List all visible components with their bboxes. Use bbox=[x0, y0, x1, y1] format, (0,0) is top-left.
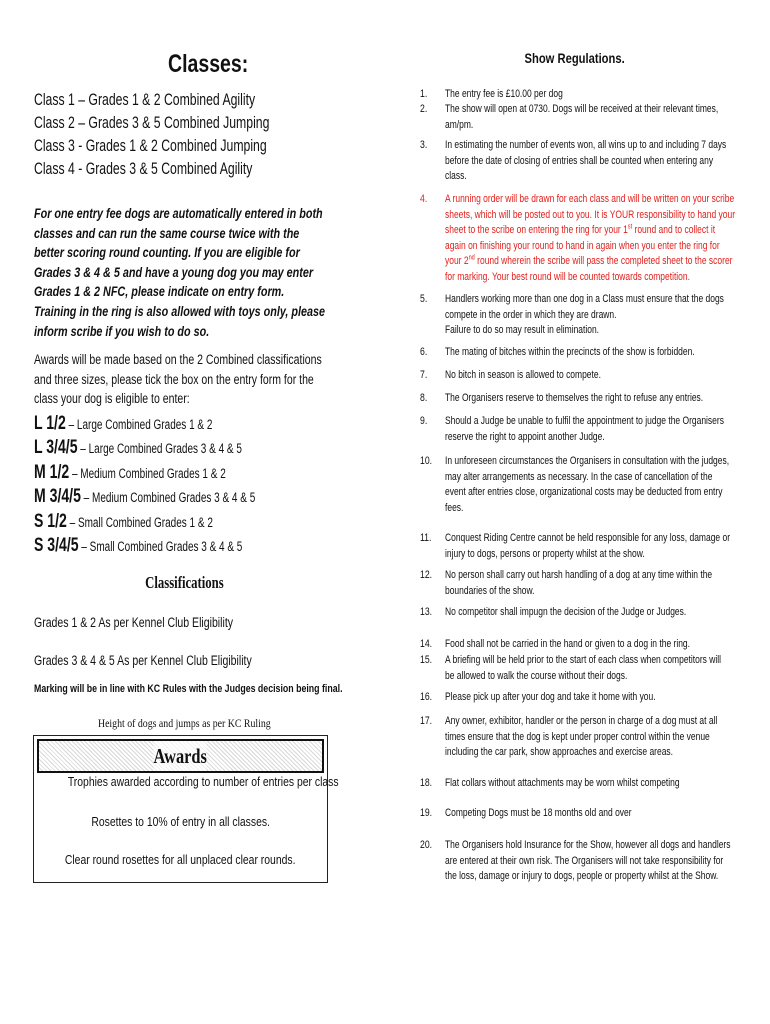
size-code: M 3/4/5 bbox=[34, 486, 81, 508]
size-list bbox=[34, 412, 333, 558]
size-item bbox=[34, 485, 333, 509]
size-code: L 1/2 bbox=[34, 413, 66, 434]
regulation-number: 14. bbox=[420, 638, 433, 650]
eligibility-grades-1-2: Grades 1 & 2 As per Kennel Club Eligibility bbox=[34, 615, 234, 630]
size-desc: – Small Combined Grades 3 & 4 & 5 bbox=[78, 538, 243, 554]
regulation-number: 18. bbox=[420, 777, 433, 789]
regulation-item bbox=[420, 391, 730, 407]
regulation-line: The show will open at 0730. Dogs will be received at their relevant times, bbox=[445, 103, 719, 115]
regulation-line: times ensure that the dog is kept under proper control within the venue bbox=[445, 730, 710, 743]
classifications-title: Classifications bbox=[144, 573, 224, 592]
size-code: L 3/4/5 bbox=[34, 437, 78, 459]
size-code: S 1/2 bbox=[34, 510, 67, 532]
regulation-item bbox=[420, 605, 730, 621]
regulation-item bbox=[420, 637, 730, 653]
regulation-item bbox=[420, 192, 736, 285]
entry-note-line: Training in the ring is also allowed with toys only, please bbox=[34, 303, 326, 319]
regulation-number: 2. bbox=[420, 103, 428, 115]
height-note: Height of dogs and jumps as per KC Ruling bbox=[97, 716, 271, 730]
regulation-line: Competing Dogs must be 18 months old and over bbox=[445, 807, 632, 819]
regulation-item bbox=[420, 138, 730, 185]
regulation-line: fees. bbox=[445, 501, 464, 514]
regulation-number: 4. bbox=[420, 193, 428, 205]
regulation-number: 8. bbox=[420, 392, 428, 404]
regulation-text bbox=[445, 368, 730, 384]
regulation-number: 1. bbox=[420, 88, 428, 100]
regulation-line: again on finishing your round to hand in again when you enter the ring for bbox=[445, 239, 720, 252]
size-desc: – Small Combined Grades 1 & 2 bbox=[66, 514, 213, 530]
marking-note: Marking will be in line with KC Rules with the Judges decision being final. bbox=[34, 683, 343, 695]
regulation-text bbox=[445, 391, 730, 407]
regulation-line: including the car park, show approaches and exercise areas. bbox=[445, 746, 674, 758]
regulation-number: 16. bbox=[420, 691, 433, 703]
awards-intro-line: class your dog is eligible to enter: bbox=[34, 391, 190, 406]
size-code: M 1/2 bbox=[34, 461, 70, 483]
regulation-line: No person shall carry out harsh handling of a dog at any time within the bbox=[445, 569, 713, 581]
awards-intro bbox=[34, 350, 403, 409]
regulation-line: boundaries of the show. bbox=[445, 584, 535, 597]
regulation-line: reserve the right to appoint another Judge. bbox=[445, 430, 605, 443]
regulation-line: The entry fee is £10.00 per dog bbox=[445, 88, 563, 100]
regulation-text bbox=[445, 531, 730, 562]
regulation-number: 7. bbox=[420, 369, 428, 381]
regulation-text bbox=[445, 714, 730, 761]
entry-note-line: Grades 3 & 4 & 5 and have a young dog you may enter bbox=[34, 264, 314, 280]
regulation-text bbox=[445, 690, 730, 706]
regulation-line: Food shall not be carried in the hand or given to a dog in the ring. bbox=[445, 638, 690, 650]
size-desc: – Medium Combined Grades 3 & 4 & 5 bbox=[80, 490, 256, 506]
regulations-title: Show Regulations. bbox=[524, 50, 626, 66]
size-item bbox=[34, 534, 333, 558]
regulation-line: A running order will be drawn for each class and will be written on your scribe bbox=[445, 193, 735, 205]
regulation-line: In unforeseen circumstances the Organisers in consultation with the judges, bbox=[445, 455, 730, 467]
regulation-text bbox=[445, 345, 730, 361]
awards-title: Awards bbox=[37, 739, 324, 773]
regulation-line: before the date of closing of entries shall be counted when entering any bbox=[445, 154, 714, 167]
regulation-number: 3. bbox=[420, 139, 428, 151]
regulation-item bbox=[420, 838, 730, 885]
regulation-number: 6. bbox=[420, 346, 428, 358]
regulation-line: class. bbox=[445, 170, 467, 182]
regulation-text bbox=[445, 806, 730, 822]
regulation-item bbox=[420, 714, 730, 761]
entry-note-line: inform scribe if you wish to do so. bbox=[34, 323, 210, 339]
regulation-line: No bitch in season is allowed to compete. bbox=[445, 369, 601, 381]
regulation-line: Failure to do so may result in elimination. bbox=[445, 324, 600, 336]
award-line: Clear round rosettes for all unplaced clear rounds. bbox=[65, 852, 296, 867]
regulation-line: In estimating the number of events won, all wins up to and including 7 days bbox=[445, 139, 727, 151]
class-item: Class 2 – Grades 3 & 5 Combined Jumping bbox=[34, 113, 270, 132]
regulation-text bbox=[445, 414, 730, 445]
size-item bbox=[34, 461, 333, 485]
regulation-text bbox=[445, 138, 730, 185]
regulation-number: 13. bbox=[420, 606, 433, 618]
regulation-number: 20. bbox=[420, 839, 433, 851]
regulation-number: 19. bbox=[420, 807, 433, 819]
class-item: Class 4 - Grades 3 & 5 Combined Agility bbox=[34, 159, 253, 178]
regulation-line: your 2nd round wherein the scribe will pass the completed sheet to the scorer bbox=[445, 254, 733, 267]
regulation-line: A briefing will be held prior to the start of each class when competitors will bbox=[445, 654, 722, 666]
regulation-line: sheets, which will be posted out to you. It is YOUR responsibility to hand your bbox=[445, 208, 736, 221]
regulation-line: Handlers working more than one dog in a Class must ensure that the dogs bbox=[445, 293, 724, 305]
regulation-item bbox=[420, 292, 730, 339]
regulation-number: 5. bbox=[420, 293, 428, 305]
regulation-line: may alter arrangements as necessary. In the case of cancellation of the bbox=[445, 470, 713, 483]
regulation-line: The Organisers reserve to themselves the right to refuse any entries. bbox=[445, 392, 704, 404]
regulation-number: 15. bbox=[420, 654, 433, 666]
regulation-text bbox=[445, 776, 730, 792]
size-code: S 3/4/5 bbox=[34, 534, 79, 556]
regulation-item bbox=[420, 414, 730, 445]
award-line: Rosettes to 10% of entry in all classes. bbox=[91, 814, 270, 829]
size-desc: – Large Combined Grades 3 & 4 & 5 bbox=[77, 441, 242, 457]
award-line: Trophies awarded according to number of entries per class bbox=[67, 774, 339, 789]
regulation-item bbox=[420, 454, 730, 516]
size-item bbox=[34, 412, 333, 436]
regulation-text bbox=[445, 102, 730, 133]
regulation-line: sheet to the scribe on entering the ring for your 1st round and to collect it bbox=[445, 223, 716, 236]
class-item: Class 1 – Grades 1 & 2 Combined Agility bbox=[34, 90, 256, 109]
awards-intro-line: and three sizes, please tick the box on the entry form for the bbox=[34, 371, 314, 387]
entry-note-line: Grades 1 & 2 NFC, please indicate on entry form. bbox=[34, 284, 285, 300]
regulation-item bbox=[420, 102, 730, 133]
regulation-line: be allowed to walk the course without their dogs. bbox=[445, 669, 628, 682]
regulation-text bbox=[445, 192, 736, 285]
regulation-line: event after entries close, organizational costs may be deducted from entry bbox=[445, 486, 723, 498]
classes-title: Classes: bbox=[167, 50, 248, 78]
regulation-line: The mating of bitches within the precincts of the show is forbidden. bbox=[445, 346, 695, 358]
awards-box bbox=[33, 735, 339, 883]
regulation-number: 12. bbox=[420, 569, 433, 581]
size-item bbox=[34, 436, 333, 460]
regulation-text bbox=[445, 605, 730, 621]
regulation-item bbox=[420, 531, 730, 562]
regulation-text bbox=[445, 838, 730, 885]
regulation-number: 17. bbox=[420, 715, 433, 727]
regulation-line: are entered at their own risk. The Organisers will not take responsibility for bbox=[445, 854, 724, 867]
entry-note-line: For one entry fee dogs are automatically entered in both bbox=[34, 206, 323, 221]
regulation-item bbox=[420, 368, 730, 384]
size-desc: – Medium Combined Grades 1 & 2 bbox=[69, 465, 226, 481]
class-item: Class 3 - Grades 1 & 2 Combined Jumping bbox=[34, 136, 267, 155]
entry-note-line: better scoring round counting. If you are eligible for bbox=[34, 245, 300, 261]
regulation-number: 10. bbox=[420, 455, 433, 467]
size-item bbox=[34, 510, 333, 534]
regulation-item bbox=[420, 568, 730, 599]
entry-note-line: classes and can run the same course twice with the bbox=[34, 225, 300, 241]
regulation-line: for marking. Your best round will be counted towards competition. bbox=[445, 270, 690, 283]
regulation-text bbox=[445, 653, 730, 684]
regulation-item bbox=[420, 87, 730, 103]
regulation-line: No competitor shall impugn the decision of the Judge or Judges. bbox=[445, 606, 687, 618]
regulation-line: am/pm. bbox=[445, 118, 474, 131]
regulation-text bbox=[445, 292, 730, 339]
regulation-number: 11. bbox=[420, 532, 432, 544]
regulation-text bbox=[445, 454, 730, 516]
regulation-line: Should a Judge be unable to fulfil the appointment to judge the Organisers bbox=[445, 415, 724, 427]
eligibility-grades-3-4-5: Grades 3 & 4 & 5 As per Kennel Club Eligibility bbox=[34, 653, 252, 668]
regulation-item bbox=[420, 690, 730, 706]
regulation-line: the loss, damage or injury to dogs, people or property whilst at the Show. bbox=[445, 870, 719, 882]
regulation-line: Any owner, exhibitor, handler or the person in charge of a dog must at all bbox=[445, 715, 718, 727]
regulation-text bbox=[445, 568, 730, 599]
regulation-item bbox=[420, 653, 730, 684]
regulation-number: 9. bbox=[420, 415, 428, 427]
regulation-line: Conquest Riding Centre cannot be held responsible for any loss, damage or bbox=[445, 532, 731, 544]
regulation-line: Please pick up after your dog and take it home with you. bbox=[445, 691, 656, 703]
regulation-item bbox=[420, 345, 730, 361]
regulation-line: The Organisers hold Insurance for the Show, however all dogs and handlers bbox=[445, 839, 731, 851]
regulation-item bbox=[420, 806, 730, 822]
entry-note bbox=[34, 204, 398, 341]
regulation-text bbox=[445, 87, 730, 103]
size-desc: – Large Combined Grades 1 & 2 bbox=[65, 417, 213, 432]
regulation-line: compete in the order in which they are drawn. bbox=[445, 308, 617, 321]
regulation-line: Flat collars without attachments may be worn whilst competing bbox=[445, 777, 680, 789]
awards-intro-line: Awards will be made based on the 2 Combined classifications bbox=[34, 352, 322, 367]
regulation-line: injury to dogs, persons or property whilst at the show. bbox=[445, 547, 645, 560]
regulation-text bbox=[445, 637, 730, 653]
regulation-item bbox=[420, 776, 730, 792]
class-list bbox=[34, 88, 361, 180]
